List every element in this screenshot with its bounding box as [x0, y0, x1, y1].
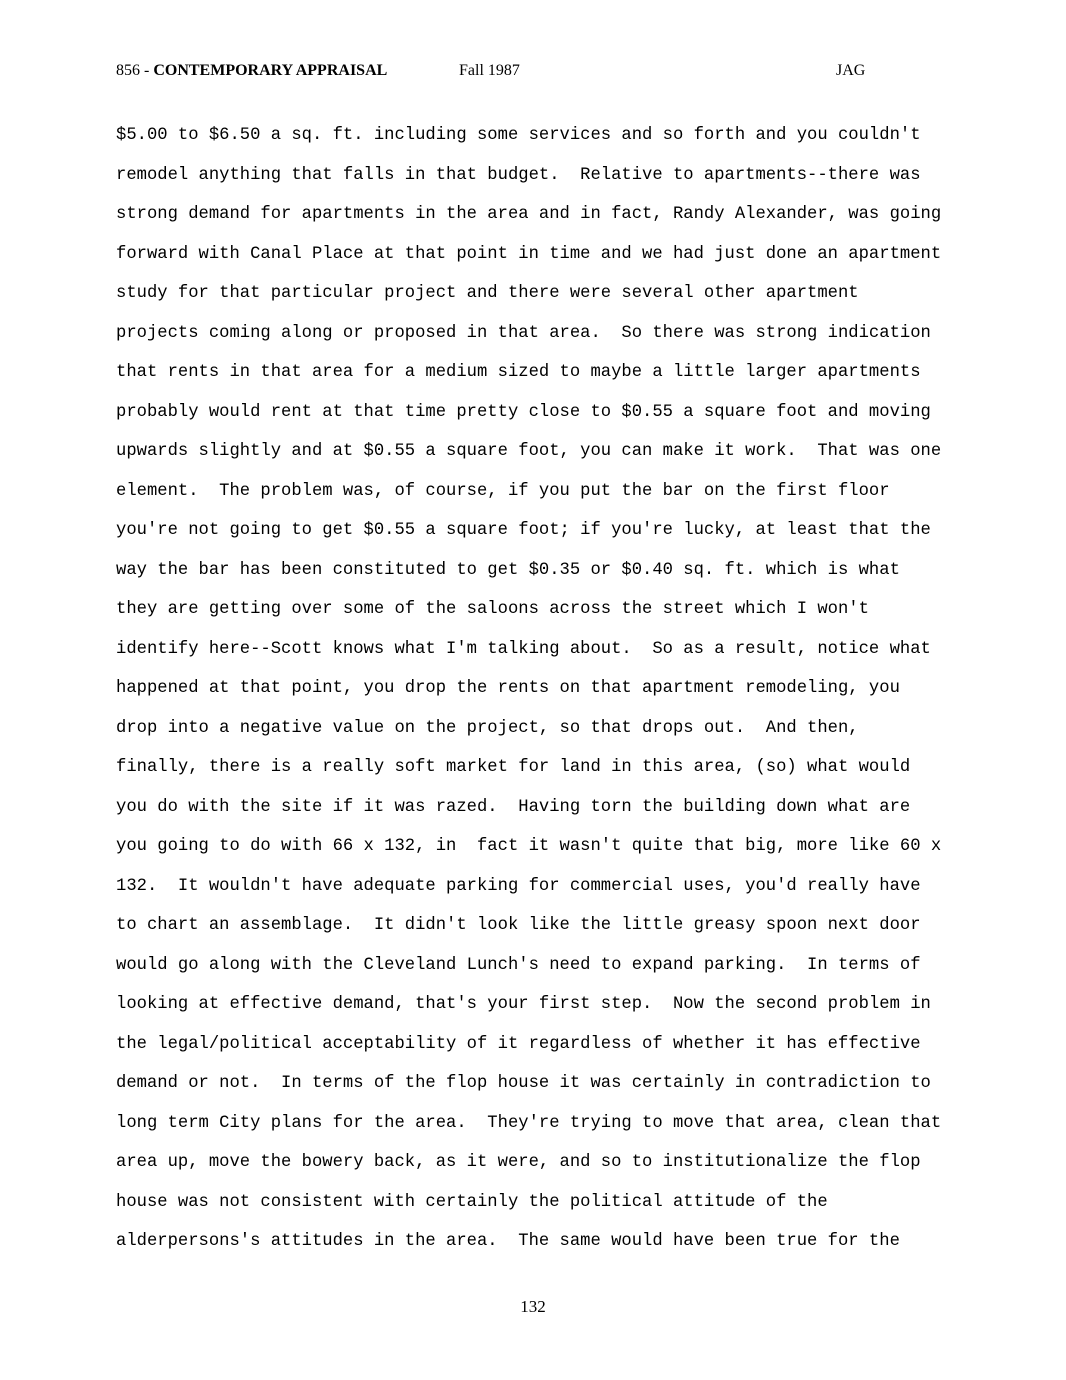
text-line: drop into a negative value on the project, so that drops out. And then, — [116, 718, 859, 738]
text-line: happened at that point, you drop the rents on that apartment remodeling, you — [116, 679, 900, 698]
page-header — [116, 62, 876, 86]
text-line: 132. It wouldn't have adequate parking for commercial uses, you'd really have — [116, 876, 921, 896]
text-line: to chart an assemblage. It didn't look like the little greasy spoon next door — [116, 916, 921, 935]
text-line: projects coming along or proposed in that area. So there was strong indication — [116, 323, 931, 343]
page-number: 132 — [520, 1297, 546, 1316]
text-line: element. The problem was, of course, if you put the bar on the first floor — [116, 481, 890, 501]
text-line: alderpersons's attitudes in the area. The same would have been true for the — [116, 1232, 900, 1251]
text-line: the legal/political acceptability of it regardless of whether it has effective — [116, 1034, 921, 1054]
course-title: CONTEMPORARY APPRAISAL — [153, 62, 388, 79]
term-label: Fall 1987 — [459, 62, 520, 79]
text-line: that rents in that area for a medium sized to maybe a little larger apartments — [116, 363, 921, 382]
text-line: upwards slightly and at $0.55 a square foot, you can make it work. That was one — [116, 442, 942, 461]
transcript-body — [116, 116, 966, 1262]
text-line: forward with Canal Place at that point in time and we had just done an apartment — [116, 244, 942, 264]
course-label — [116, 62, 387, 80]
text-line: house was not consistent with certainly the political attitude of the — [116, 1192, 828, 1212]
text-line: you going to do with 66 x 132, in fact it wasn't quite that big, more like 60 x — [116, 837, 942, 856]
text-line: they are getting over some of the saloons across the street which I won't — [116, 600, 869, 619]
text-line: you're not going to get $0.55 a square foot; if you're lucky, at least that the — [116, 521, 931, 540]
text-line: $5.00 to $6.50 a sq. ft. including some services and so forth and you couldn't — [116, 126, 921, 145]
text-line: probably would rent at that time pretty close to $0.55 a square foot and moving — [116, 402, 931, 422]
text-line: you do with the site if it was razed. Having torn the building down what are — [116, 797, 911, 817]
text-line: identify here--Scott knows what I'm talking about. So as a result, notice what — [116, 639, 931, 659]
text-line: remodel anything that falls in that budget. Relative to apartments--there was — [116, 165, 921, 185]
course-number: 856 - — [116, 62, 154, 79]
text-line: way the bar has been constituted to get $0.35 or $0.40 sq. ft. which is what — [116, 560, 900, 580]
text-line: study for that particular project and there were several other apartment — [116, 284, 859, 303]
text-line: looking at effective demand, that's your first step. Now the second problem in — [116, 995, 931, 1014]
author-initials: JAG — [836, 62, 866, 79]
text-line: strong demand for apartments in the area and in fact, Randy Alexander, was going — [116, 205, 942, 224]
text-line: demand or not. In terms of the flop house it was certainly in contradiction to — [116, 1074, 931, 1093]
text-line: area up, move the bowery back, as it were, and so to institutionalize the flop — [116, 1153, 921, 1172]
text-line: long term City plans for the area. They're trying to move that area, clean that — [116, 1113, 942, 1133]
text-line: finally, there is a really soft market for land in this area, (so) what would — [116, 758, 911, 777]
text-line: would go along with the Cleveland Lunch's need to expand parking. In terms of — [116, 955, 921, 975]
